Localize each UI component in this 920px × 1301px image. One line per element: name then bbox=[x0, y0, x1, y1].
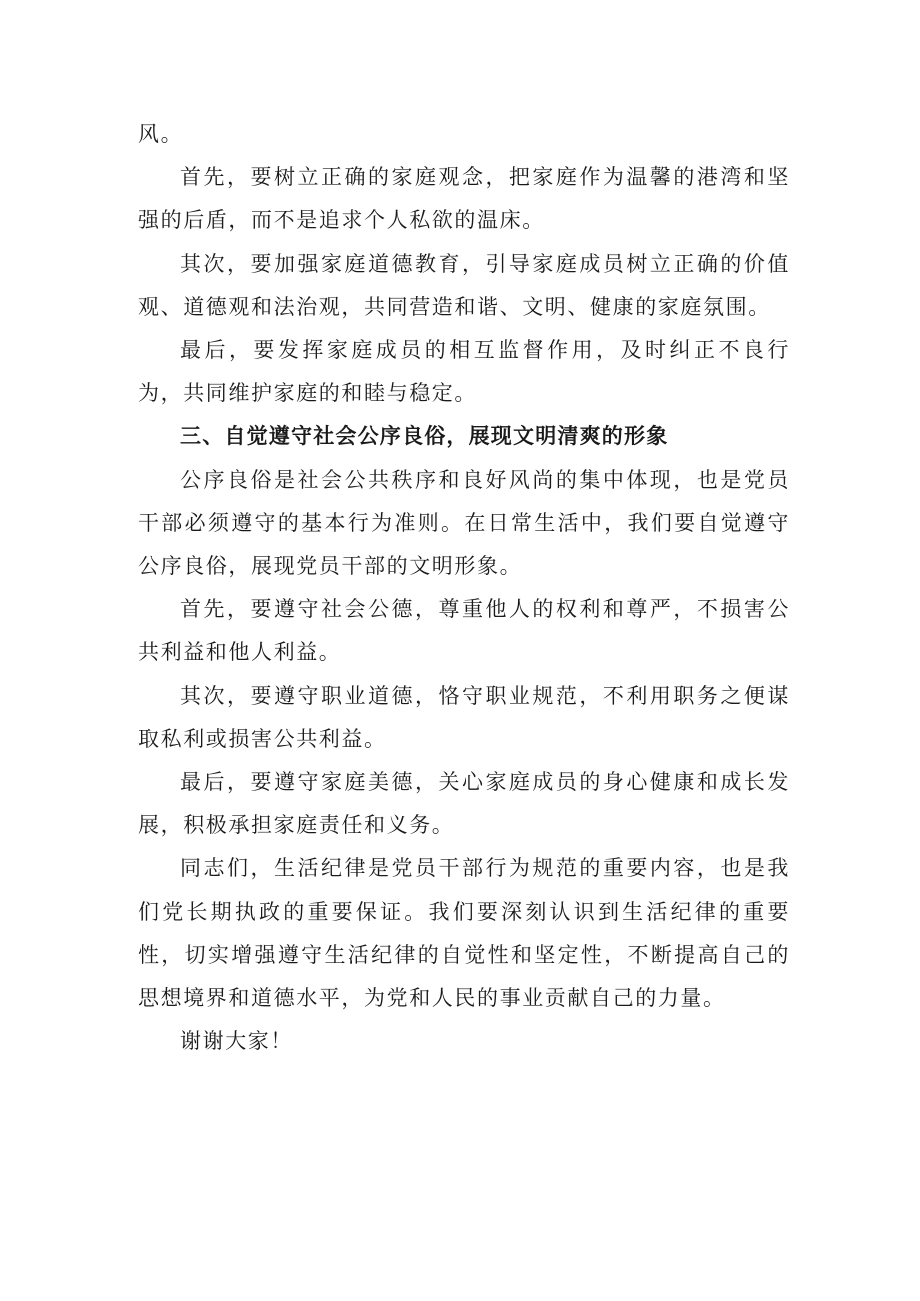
section-heading-3: 三、自觉遵守社会公序良俗，展现文明清爽的形象 bbox=[180, 424, 669, 449]
paragraph-social-ethics: 首先，要遵守社会公德，尊重他人的权利和尊严，不损害公共利益和他人利益。 bbox=[138, 597, 790, 665]
document-page bbox=[138, 113, 790, 1063]
paragraph-public-order-intro: 公序良俗是社会公共秩序和良好风尚的集中体现，也是党员干部必须遵守的基本行为准则。在日常生活中，我们要自觉遵守公序良俗，展现党员干部的文明形象。 bbox=[138, 467, 790, 579]
paragraph-professional-ethics: 其次，要遵守职业道德，恪守职业规范，不利用职务之便谋取私利或损害公共利益。 bbox=[138, 683, 790, 751]
paragraph-family-education: 其次，要加强家庭道德教育，引导家庭成员树立正确的价值观、道德观和法治观，共同营造和谐、文明、健康的家庭氛围。 bbox=[138, 251, 790, 319]
paragraph-thanks: 谢谢大家！ bbox=[180, 1029, 293, 1054]
paragraph-family-concept: 首先，要树立正确的家庭观念，把家庭作为温馨的港湾和坚强的后盾，而不是追求个人私欲的温床。 bbox=[138, 165, 790, 233]
paragraph-continuation: 风。 bbox=[138, 122, 184, 146]
paragraph-family-virtues: 最后，要遵守家庭美德，关心家庭成员的身心健康和成长发展，积极承担家庭责任和义务。 bbox=[138, 770, 790, 838]
paragraph-conclusion: 同志们，生活纪律是党员干部行为规范的重要内容，也是我们党长期执政的重要保证。我们要深刻认识到生活纪律的重要性，切实增强遵守生活纪律的自觉性和坚定性，不断提高自己的思想境界和道德水平，为党和人民的事业贡献自己的力量。 bbox=[138, 856, 790, 1011]
paragraph-family-supervision: 最后，要发挥家庭成员的相互监督作用，及时纠正不良行为，共同维护家庭的和睦与稳定。 bbox=[138, 338, 790, 406]
